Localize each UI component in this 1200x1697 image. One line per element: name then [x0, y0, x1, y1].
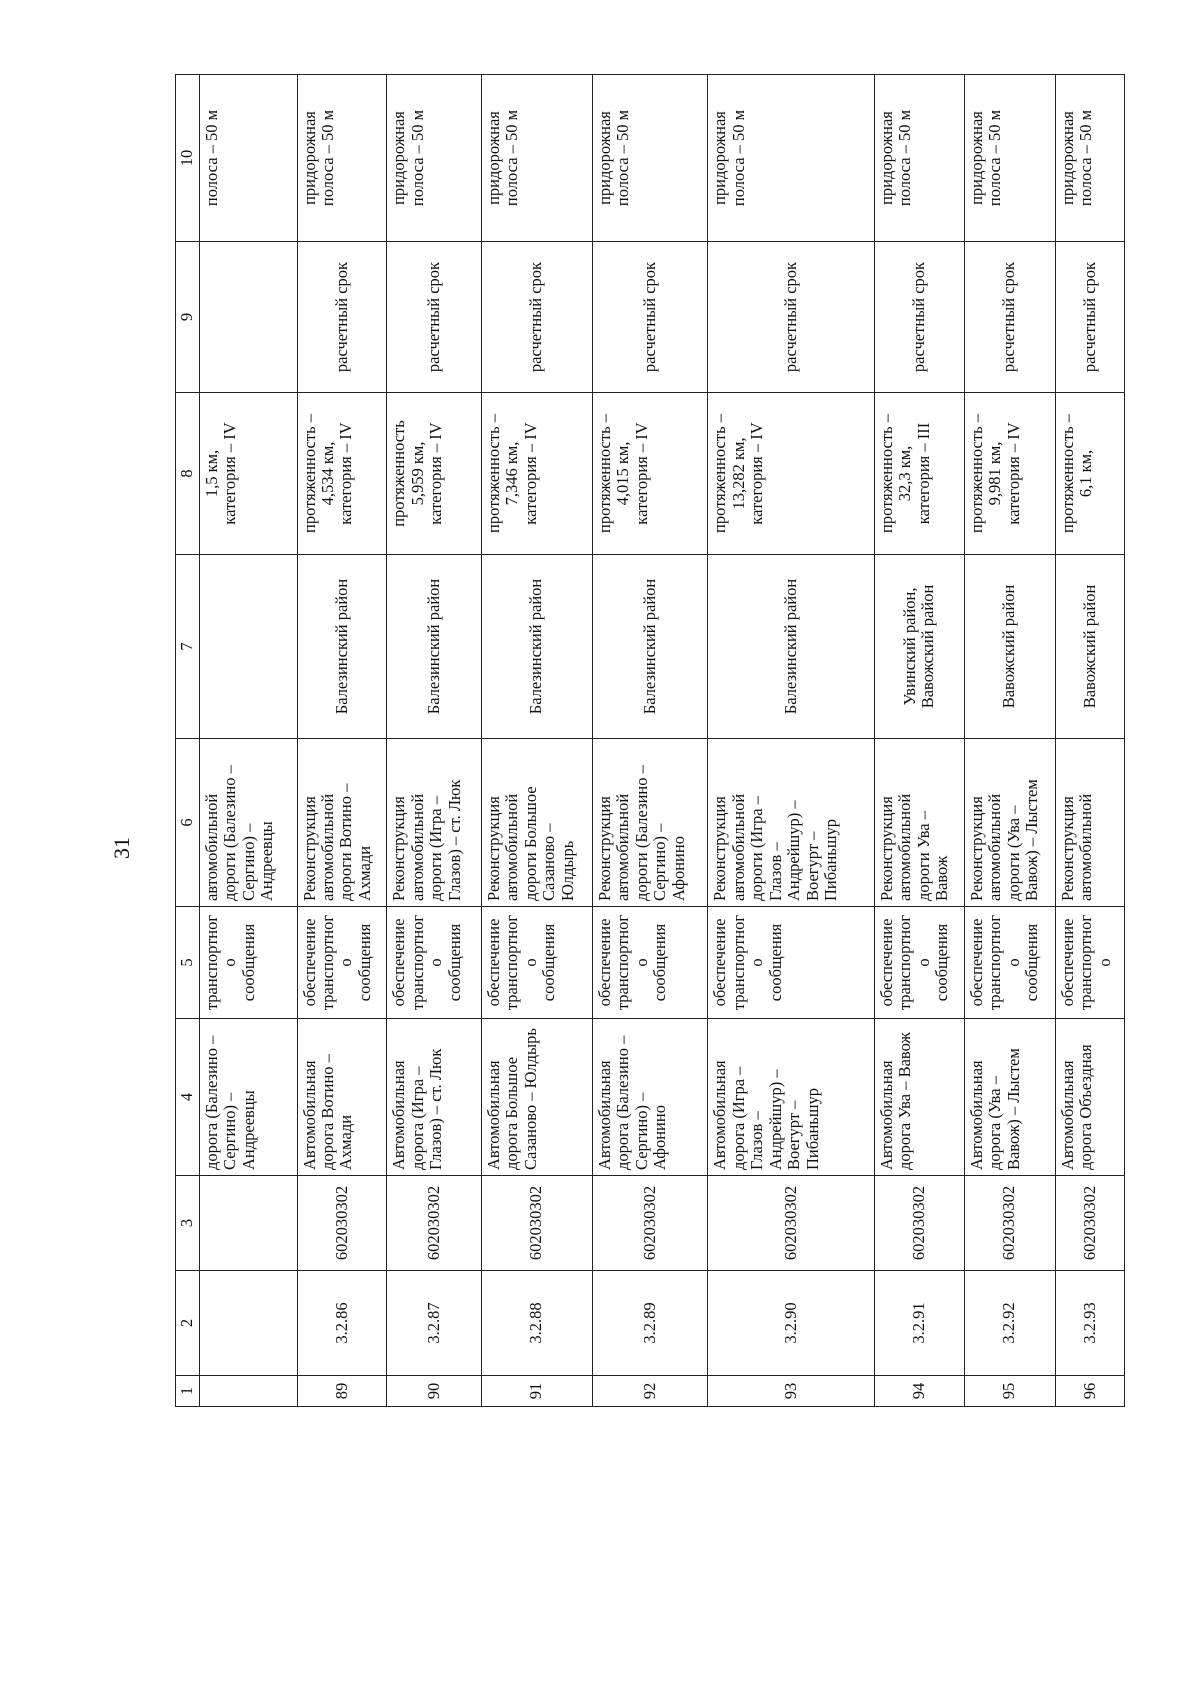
planned-action-cell: Реконструкция автомобильной дороги (Ува – Вавож) – Лыстем — [964, 739, 1055, 907]
table-row — [1055, 75, 1124, 1407]
purpose-cell: обеспечение транспортного сообщения — [874, 907, 964, 1019]
column-header: 4 — [176, 1019, 200, 1176]
purpose-cell: обеспечение транспортного сообщения — [387, 907, 481, 1019]
object-id-cell: 3.2.93 — [1055, 1271, 1124, 1376]
object-name-cell: Автомобильная дорога (Балезино – Сергино) – Афонино — [592, 1019, 707, 1176]
planned-action-cell: Реконструкция автомобильной дороги (Балезино – Сергино) – Афонино — [592, 739, 707, 907]
column-header: 8 — [176, 393, 200, 555]
object-id-cell — [199, 1271, 297, 1376]
table-row — [481, 75, 592, 1407]
zone-cell: полоса – 50 м — [199, 75, 297, 242]
characteristics-cell: протяженность – 4,015 км, категория – IV — [592, 393, 707, 555]
road-objects-table — [175, 74, 1125, 1407]
table-row — [297, 75, 387, 1407]
rotated-table-wrapper — [175, 75, 1125, 1407]
table-row — [592, 75, 707, 1407]
column-header: 10 — [176, 75, 200, 242]
table-row — [708, 75, 875, 1407]
row-number-cell: 90 — [387, 1376, 481, 1407]
characteristics-cell: 1,5 км, категория – IV — [199, 393, 297, 555]
term-cell: расчетный срок — [708, 242, 875, 393]
object-code-cell — [199, 1176, 297, 1271]
zone-cell: придорожная полоса – 50 м — [297, 75, 387, 242]
location-cell: Балезинский район — [708, 555, 875, 739]
zone-cell: придорожная полоса – 50 м — [387, 75, 481, 242]
table-row — [964, 75, 1055, 1407]
object-name-cell: Автомобильная дорога Ува – Вавож — [874, 1019, 964, 1176]
planned-action-cell: Реконструкция автомобильной дороги Ува – Вавож — [874, 739, 964, 907]
object-code-cell: 602030302 — [387, 1176, 481, 1271]
characteristics-cell: протяженность – 6,1 км, — [1055, 393, 1124, 555]
location-cell: Балезинский район — [387, 555, 481, 739]
zone-cell: придорожная полоса – 50 м — [964, 75, 1055, 242]
object-name-cell: дорога (Балезино – Сергино) – Андреевцы — [199, 1019, 297, 1176]
planned-action-cell: автомобильной дороги (Балезино – Сергино) – Андреевцы — [199, 739, 297, 907]
object-id-cell: 3.2.87 — [387, 1271, 481, 1376]
object-code-cell: 602030302 — [708, 1176, 875, 1271]
characteristics-cell: протяженность – 9,981 км, категория – IV — [964, 393, 1055, 555]
location-cell: Вавожский район — [1055, 555, 1124, 739]
characteristics-cell: протяженность – 7,346 км, категория – IV — [481, 393, 592, 555]
object-name-cell: Автомобильная дорога Большое Сазаново – Юлдырь — [481, 1019, 592, 1176]
object-id-cell: 3.2.90 — [708, 1271, 875, 1376]
purpose-cell: обеспечение транспортного сообщения — [592, 907, 707, 1019]
object-id-cell: 3.2.86 — [297, 1271, 387, 1376]
column-header: 9 — [176, 242, 200, 393]
object-id-cell: 3.2.92 — [964, 1271, 1055, 1376]
characteristics-cell: протяженность – 4,534 км, категория – IV — [297, 393, 387, 555]
characteristics-cell: протяженность – 13,282 км, категория – IV — [708, 393, 875, 555]
purpose-cell: обеспечение транспортного сообщения — [964, 907, 1055, 1019]
object-name-cell: Автомобильная дорога (Игра – Глазов – Андрейшур) – Воегурт – Пибаньшур — [708, 1019, 875, 1176]
object-name-cell: Автомобильная дорога (Ува – Вавож) – Лыстем — [964, 1019, 1055, 1176]
row-number-cell: 89 — [297, 1376, 387, 1407]
table-frame — [175, 75, 1125, 1407]
purpose-cell: обеспечение транспортного сообщения — [708, 907, 875, 1019]
column-number-row — [176, 75, 200, 1407]
zone-cell: придорожная полоса – 50 м — [481, 75, 592, 242]
term-cell: расчетный срок — [387, 242, 481, 393]
column-header: 1 — [176, 1376, 200, 1407]
term-cell: расчетный срок — [481, 242, 592, 393]
object-code-cell: 602030302 — [592, 1176, 707, 1271]
purpose-cell: транспортного сообщения — [199, 907, 297, 1019]
table-row — [199, 75, 297, 1407]
purpose-cell: обеспечение транспортного сообщения — [297, 907, 387, 1019]
term-cell — [199, 242, 297, 393]
object-code-cell: 602030302 — [874, 1176, 964, 1271]
object-id-cell: 3.2.88 — [481, 1271, 592, 1376]
planned-action-cell: Реконструкция автомобильной дороги (Игра – Глазов – Андрейшур) – Воегурт – Пибаньшур — [708, 739, 875, 907]
object-code-cell: 602030302 — [297, 1176, 387, 1271]
location-cell: Балезинский район — [481, 555, 592, 739]
purpose-cell: обеспечение транспортного сообщения — [481, 907, 592, 1019]
location-cell: Балезинский район — [297, 555, 387, 739]
object-id-cell: 3.2.91 — [874, 1271, 964, 1376]
table-row — [874, 75, 964, 1407]
term-cell: расчетный срок — [297, 242, 387, 393]
term-cell: расчетный срок — [592, 242, 707, 393]
purpose-cell: обеспечение транспортного — [1055, 907, 1124, 1019]
column-header: 2 — [176, 1271, 200, 1376]
row-number-cell: 96 — [1055, 1376, 1124, 1407]
planned-action-cell: Реконструкция автомобильной дороги (Игра – Глазов) – ст. Люк — [387, 739, 481, 907]
object-name-cell: Автомобильная дорога (Игра – Глазов) – ст. Люк — [387, 1019, 481, 1176]
object-name-cell: Автомобильная дорога Вотино – Ахмади — [297, 1019, 387, 1176]
row-number-cell: 91 — [481, 1376, 592, 1407]
planned-action-cell: Реконструкция автомобильной дороги Большое Сазаново – Юлдырь — [481, 739, 592, 907]
row-number-cell: 93 — [708, 1376, 875, 1407]
zone-cell: придорожная полоса – 50 м — [874, 75, 964, 242]
planned-action-cell: Реконструкция автомобильной дороги Вотино – Ахмади — [297, 739, 387, 907]
object-id-cell: 3.2.89 — [592, 1271, 707, 1376]
location-cell: Увинский район, Вавожский район — [874, 555, 964, 739]
column-header: 6 — [176, 739, 200, 907]
object-name-cell: Автомобильная дорога Объездная — [1055, 1019, 1124, 1176]
location-cell — [199, 555, 297, 739]
column-header: 3 — [176, 1176, 200, 1271]
planned-action-cell: Реконструкция автомобильной — [1055, 739, 1124, 907]
term-cell: расчетный срок — [1055, 242, 1124, 393]
row-number-cell: 95 — [964, 1376, 1055, 1407]
zone-cell: придорожная полоса – 50 м — [1055, 75, 1124, 242]
zone-cell: придорожная полоса – 50 м — [592, 75, 707, 242]
column-header: 5 — [176, 907, 200, 1019]
zone-cell: придорожная полоса – 50 м — [708, 75, 875, 242]
row-number-cell: 94 — [874, 1376, 964, 1407]
object-code-cell: 602030302 — [1055, 1176, 1124, 1271]
location-cell: Вавожский район — [964, 555, 1055, 739]
page-number: 31 — [109, 837, 134, 859]
row-number-cell: 92 — [592, 1376, 707, 1407]
object-code-cell: 602030302 — [481, 1176, 592, 1271]
row-number-cell — [199, 1376, 297, 1407]
term-cell: расчетный срок — [964, 242, 1055, 393]
location-cell: Балезинский район — [592, 555, 707, 739]
object-code-cell: 602030302 — [964, 1176, 1055, 1271]
characteristics-cell: протяженность – 32,3 км, категория – III — [874, 393, 964, 555]
term-cell: расчетный срок — [874, 242, 964, 393]
column-header: 7 — [176, 555, 200, 739]
table-row — [387, 75, 481, 1407]
characteristics-cell: протяженность 5,959 км, категория – IV — [387, 393, 481, 555]
